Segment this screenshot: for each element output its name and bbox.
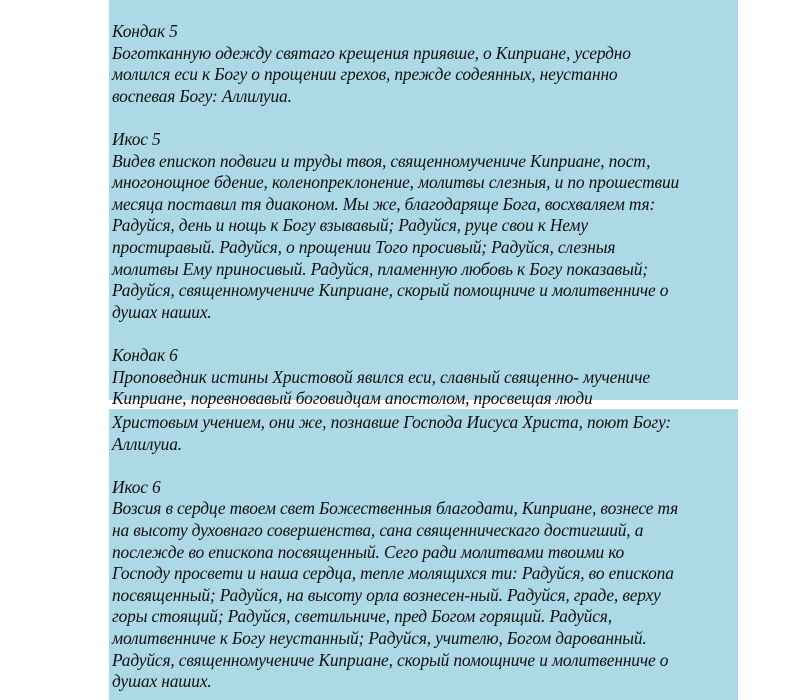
ikos-5-text: Видев епископ подвиги и труды твоя, священномучениче Киприане, пост, многонощное бдение, коленопреклонение, молитвы слезныя, и по прошествии месяца поставил тя диаконом. Мы же, благодаряще Бога, восхваляем тя: Радуйся, день и нощь к Богу взывавый; Радуйся, руце свои к Нему простиравый. Радуйся, о прощении Того просивый; Радуйся, слезныя молитвы Ему приносивый. Радуйся, пламенную любовь к Богу показавый; Радуйся, священномучениче Киприане, скорый помощниче и молитвенниче о душах наших. — [112, 150, 680, 322]
ikos-6 — [112, 477, 735, 693]
kondak-6-continuation — [112, 412, 735, 455]
ikos-6-text: Возсия в сердце твоем свет Божественныя благодати, Киприане, вознесе тя на высоту духовнаго совершенства, сана священническаго достигший, а послежде во епископа посвященный. Сего ради молитвами твоими ко Господу просвети и наша сердца, тепле молящихся ти: Радуйся, во епископа посвященный; Радуйся, на высоту орла вознесен-ный. Радуйся, граде, верху горы стоящий; Радуйся, светильниче, пред Богом горящий. Радуйся, молитвенниче к Богу неустанный; Радуйся, учителю, Богом дарованный. Радуйся, священномучениче Киприане, скорый помощниче и молитвенниче о душах наших. — [112, 498, 678, 692]
kondak-5-title: Кондак 5 — [112, 21, 178, 41]
kondak-5-text: Боготканную одежду святаго крещения приявше, о Киприане, усердно молился еси к Богу о прощении грехов, прежде содеянных, неустанно воспевая Богу: Аллилуиа. — [112, 42, 631, 106]
ikos-5-title: Икос 5 — [112, 128, 161, 149]
ikos-6-title: Икос 6 — [112, 476, 161, 497]
kondak-6-continuation-text: Христовым учением, они же, познавше Господа Иисуса Христа, поют Богу: Аллилуиа. — [112, 412, 672, 454]
kondak-6-title: Кондак 6 — [112, 344, 178, 365]
kondak-5 — [112, 21, 735, 107]
document-page-1 — [109, 0, 738, 409]
kondak-6-text: Проповедник истины Христовой явился еси, славный священно- мучениче Киприане, поревновавый боговидцам апостолом, просвещая люди — [112, 366, 650, 409]
document-page-2 — [109, 409, 738, 700]
kondak-6 — [112, 345, 735, 410]
ikos-5 — [112, 129, 735, 323]
